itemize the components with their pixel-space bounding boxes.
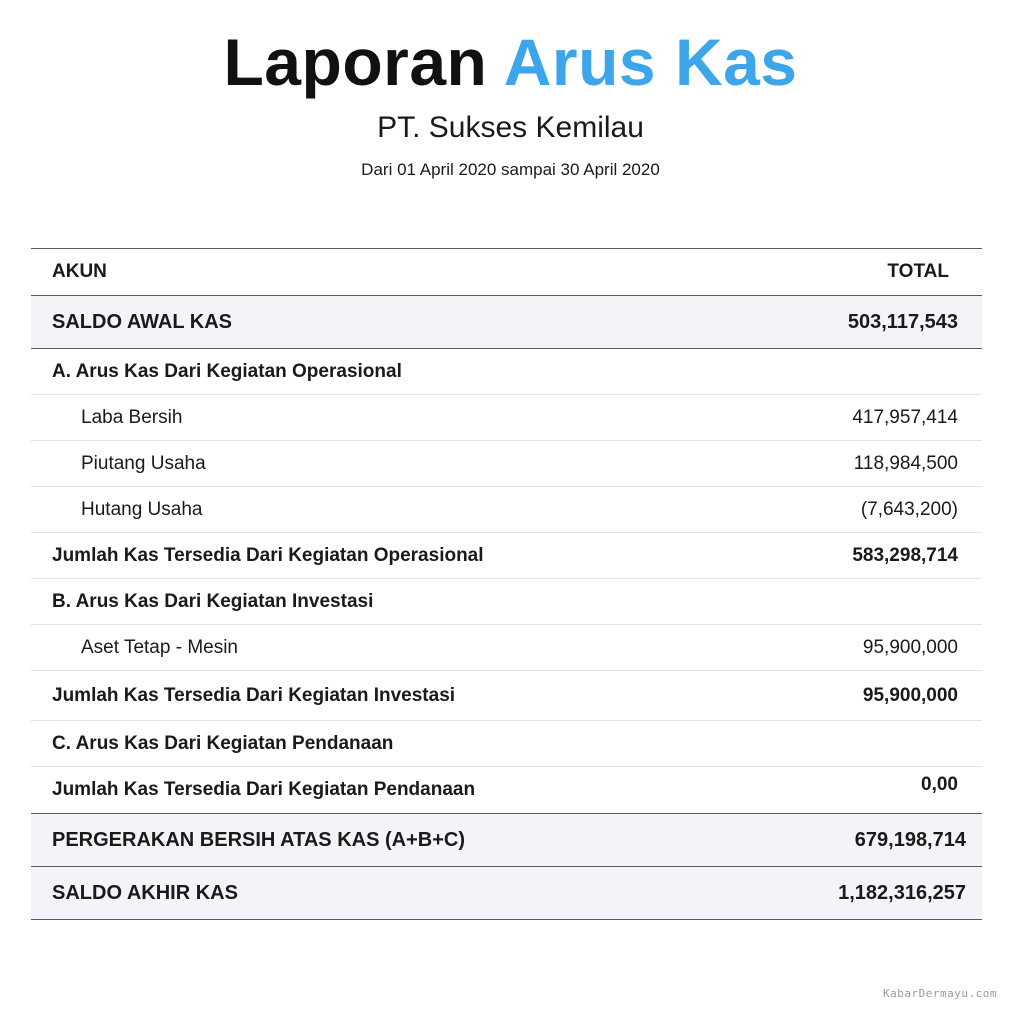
section-a-total-row [31, 533, 982, 579]
net-movement-label: PERGERAKAN BERSIH ATAS KAS (A+B+C) [52, 828, 465, 851]
report-period: Dari 01 April 2020 sampai 30 April 2020 [361, 160, 660, 179]
company-name: PT. Sukses Kemilau [377, 111, 644, 144]
section-c-title: C. Arus Kas Dari Kegiatan Pendanaan [52, 732, 394, 754]
item-value-laba-bersih: 417,957,414 [852, 406, 958, 428]
item-label-piutang-usaha: Piutang Usaha [81, 452, 206, 474]
report-title-part2: Arus Kas [503, 25, 798, 99]
item-value-hutang-usaha: (7,643,200) [860, 498, 958, 520]
column-header-account: AKUN [52, 261, 107, 282]
section-a-heading [31, 349, 982, 395]
report-title [0, 22, 1021, 102]
closing-balance-value: 1,182,316,257 [838, 881, 966, 904]
section-c-total-value: 0,00 [921, 774, 958, 795]
section-b-title: B. Arus Kas Dari Kegiatan Investasi [52, 590, 374, 612]
section-c-total-row [31, 767, 982, 814]
item-value-piutang-usaha: 118,984,500 [853, 452, 958, 474]
table-row [31, 625, 982, 671]
section-a-total-label: Jumlah Kas Tersedia Dari Kegiatan Operasional [52, 544, 484, 566]
column-header-total: TOTAL [887, 261, 949, 282]
report-header [0, 22, 1021, 182]
watermark-text: KabarDermayu.com [883, 987, 997, 1000]
table-row [31, 441, 982, 487]
table-row [31, 487, 982, 533]
net-movement-row [31, 814, 982, 867]
section-b-total-row [31, 671, 982, 721]
closing-balance-row [31, 867, 982, 920]
section-b-total-value: 95,900,000 [862, 684, 958, 706]
section-a-title: A. Arus Kas Dari Kegiatan Operasional [52, 360, 402, 382]
report-title-part1: Laporan [223, 25, 488, 99]
section-c-heading [31, 721, 982, 767]
section-c-total-label: Jumlah Kas Tersedia Dari Kegiatan Pendanaan [52, 779, 476, 800]
opening-balance-value: 503,117,543 [847, 310, 958, 333]
item-value-aset-tetap-mesin: 95,900,000 [862, 636, 958, 658]
table-header-row [31, 249, 982, 296]
section-b-total-label: Jumlah Kas Tersedia Dari Kegiatan Investasi [52, 684, 456, 706]
section-b-heading [31, 579, 982, 625]
cash-flow-table [31, 248, 982, 920]
section-a-total-value: 583,298,714 [852, 544, 958, 566]
item-label-aset-tetap-mesin: Aset Tetap - Mesin [81, 636, 239, 658]
opening-balance-row [31, 296, 982, 349]
item-label-hutang-usaha: Hutang Usaha [81, 498, 203, 520]
closing-balance-label: SALDO AKHIR KAS [52, 881, 238, 904]
opening-balance-label: SALDO AWAL KAS [52, 310, 233, 333]
item-label-laba-bersih: Laba Bersih [81, 406, 183, 428]
table-row [31, 395, 982, 441]
net-movement-value: 679,198,714 [854, 828, 966, 851]
